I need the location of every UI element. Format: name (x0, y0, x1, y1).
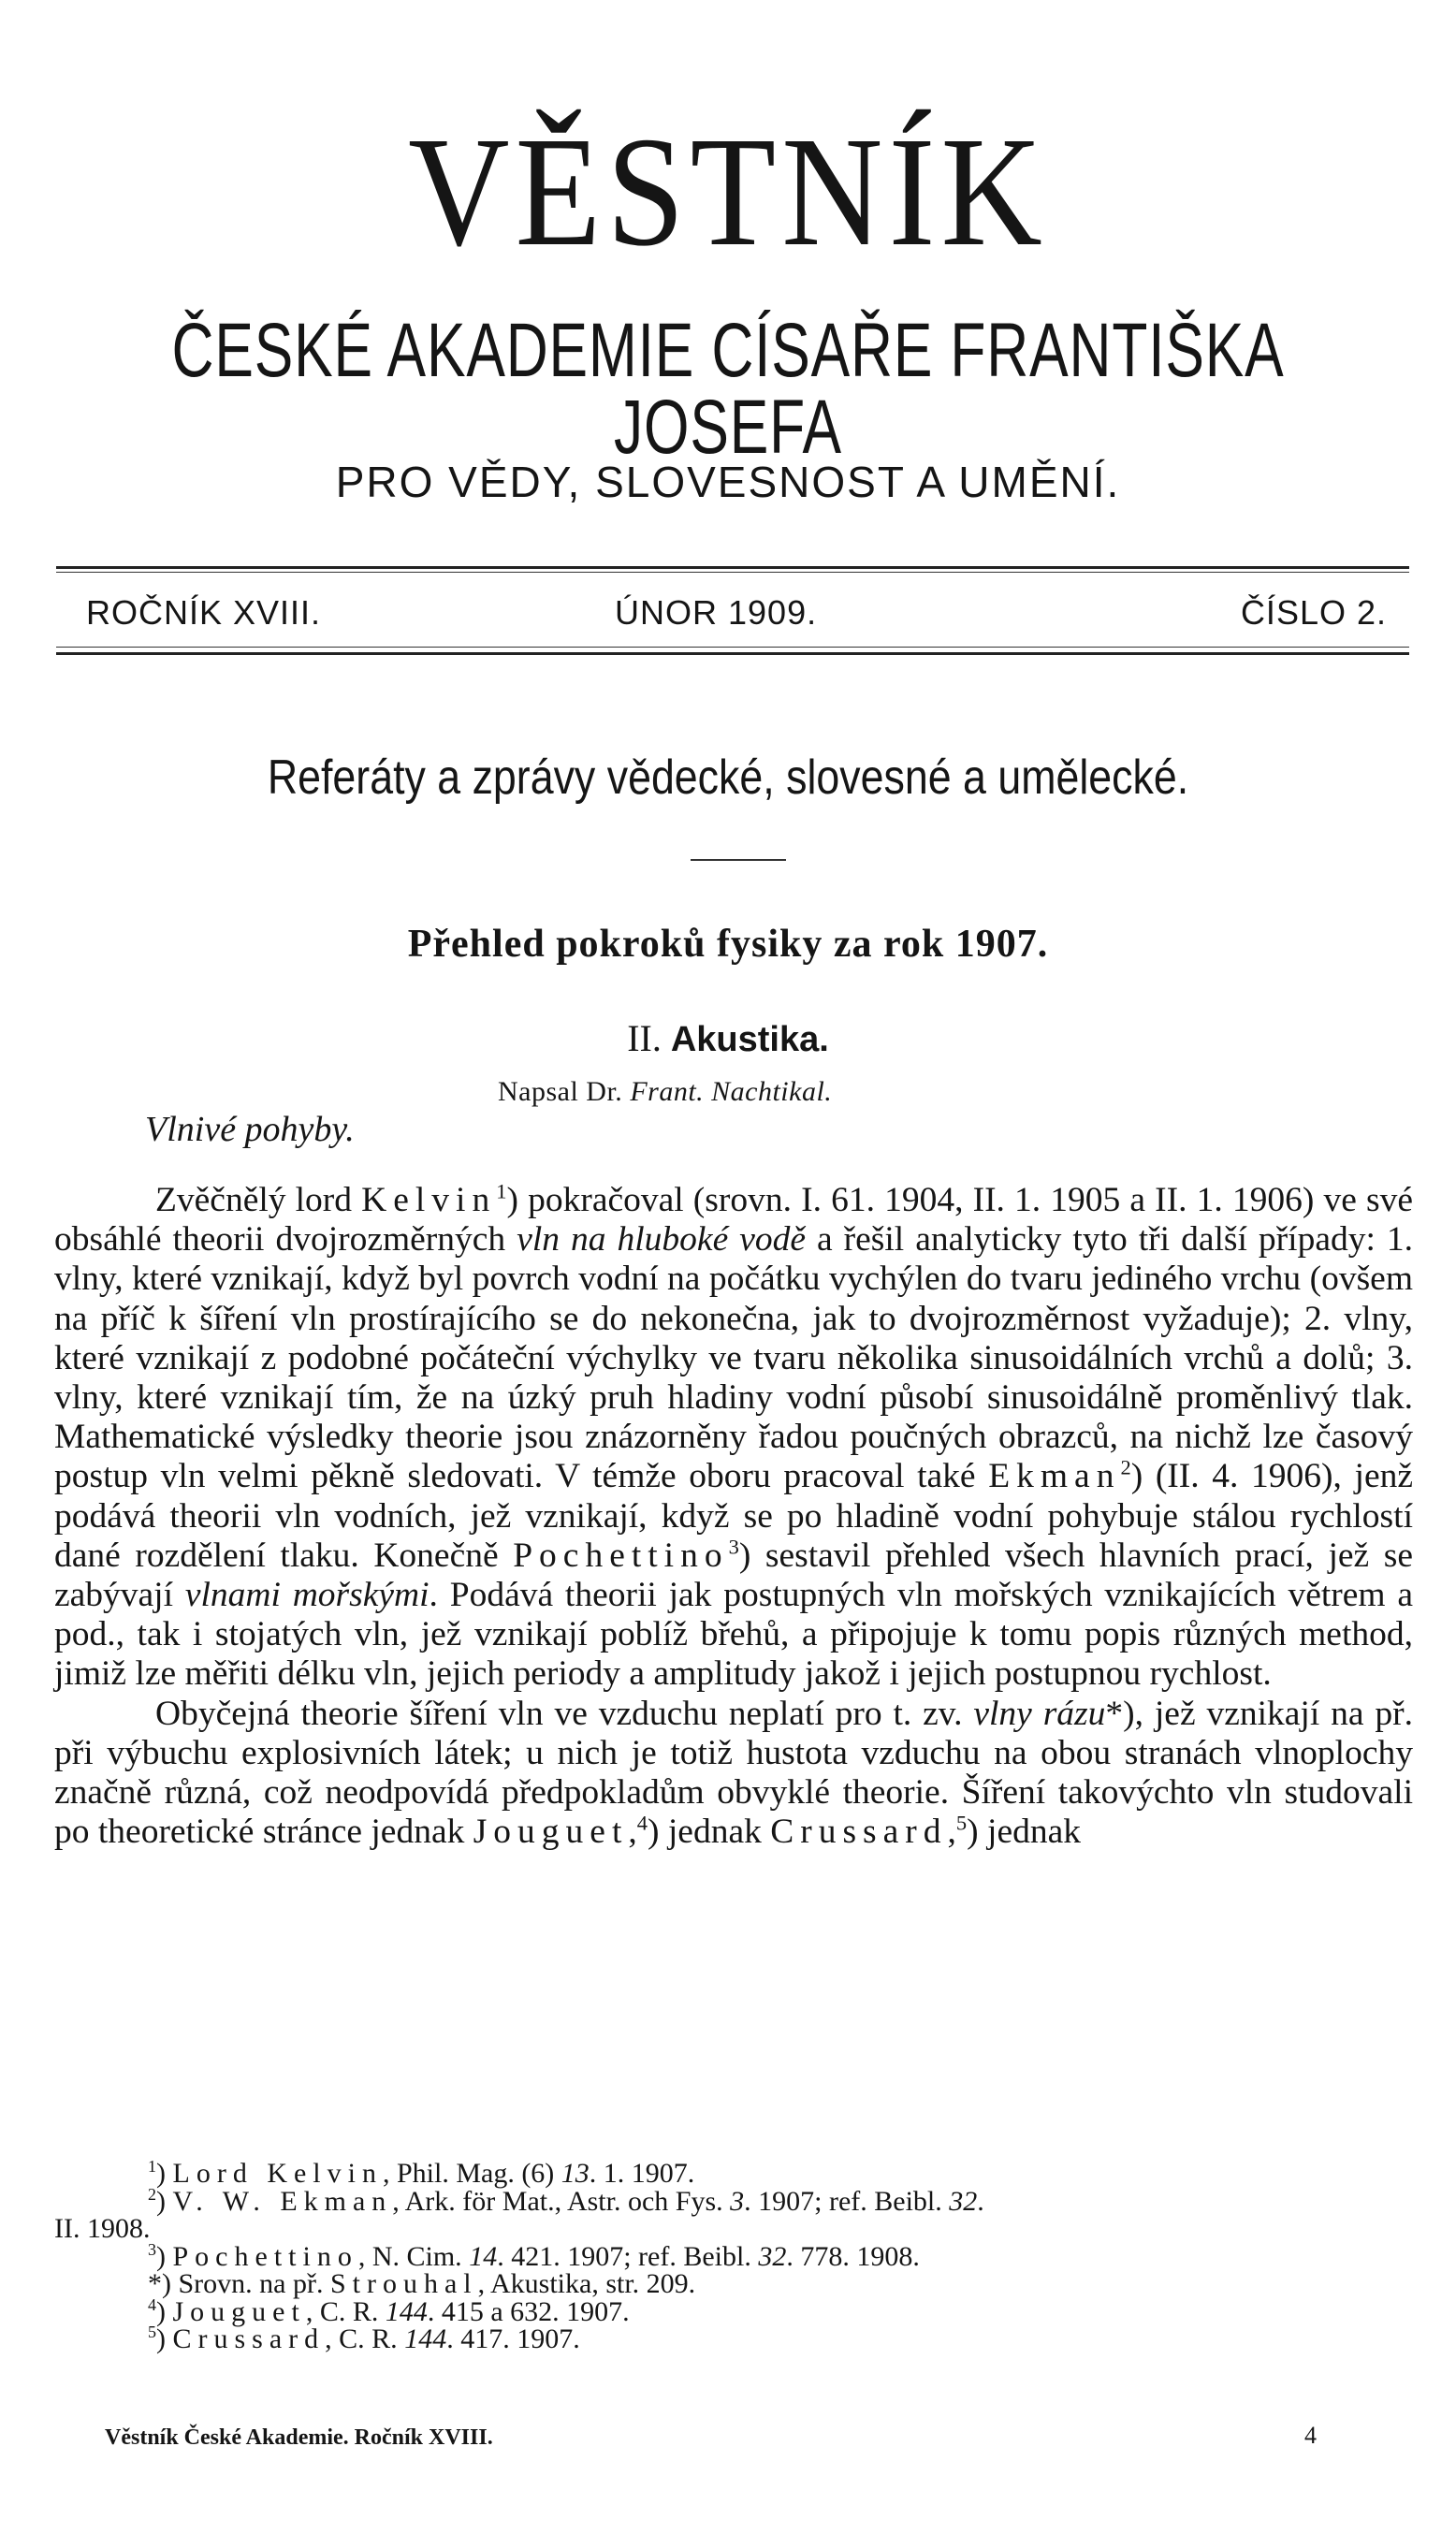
author-name: Frant. Nachtikal. (630, 1076, 833, 1107)
page-footer: Věstník České Akademie. Ročník XVIII. (105, 2425, 493, 2450)
masthead-rule-bottom-thin (56, 647, 1409, 648)
footnotes (54, 2157, 1413, 2354)
footnote-2-continued: II. 1908. (54, 2213, 151, 2244)
subsection-heading: Vlnivé pohyby. (145, 1110, 355, 1149)
section-divider (691, 859, 786, 861)
person-name: Crussard (770, 1813, 948, 1852)
journal-subtitle-2: PRO VĚDY, SLOVESNOST A UMĚNÍ. (335, 458, 1121, 506)
journal-subtitle: ČESKÉ AKADEMIE CÍSAŘE FRANTIŠKA JOSEFA (171, 307, 1285, 471)
footnote-4: $^4$) Jouguet, C. R. 144. 415 a 632. 1907. (148, 2294, 630, 2327)
paragraph-2: Obyčejná theorie šíření vln ve vzduchu neplatí pro t. zv. vlny rázu*), jež vznikají na př. při výbuchu explosivních látek; u nich je totiž hustota vzduchu na obou stranách vlnoplochy značně různá, což neodpovídá předpokladům obvyklé theorie. Šíření takovýchto vln studovali po theoretické stránce jednak Jouguet,$^4$) jednak Crussard,$^5$) jednak (54, 1694, 1414, 1852)
footnote-ref: 2 (1120, 1455, 1131, 1479)
person-name: Pochettino (513, 1536, 729, 1575)
paragraph-1: Zvěčnělý lord Kelvin$^1$) pokračoval (srovn. I. 61. 1904, II. 1. 1905 a II. 1. 1906) ve své obsáhlé theorii dvojrozměrných vln na hluboké vodě a řešil analyticky tyto tři další případy: 1. vlny, které vznikají, když byl povrch vodní na počátku vychýlen do tvaru jediného vrchu (ovšem na příč k šíření vln prostírajícího se do nekonečna, jak to dvojrozměrnost vyžaduje); 2. vlny, které vznikají z podobné počáteční výchylky ve tvaru několika sinusoidálních vrchů a dolů; 3. vlny, které vznikají tím, že na úzký pruh hladiny vodní působí sinusoidálně proměnlivý tlak. Mathematické výsledky theorie jsou znázorněny řadou poučných obrazců, na nichž lze časový postup vln velmi pěkně sledovati. V témže oboru pracoval také Ekman$^2$) (II. 4. 1906), jenž podává theorii vln vodních, jež vznikají, když se po hladině vodní pohybuje stálou rychlostí dané rozdělení tlaku. Konečně Pochettino$^3$) sestavil přehled všech hlavních prací, jež se zabývají vlnami mořskými. Podává theorii jak postupných vln mořských vznikajících větrem a pod., tak i stojatých vln, jež vznikají poblíž břehů, a připojuje k tomu popis různých method, jimiž lze měřiti délku vln, jejich periody a amplitudy jakož i jejich postupnou rychlost. (54, 1179, 1414, 1694)
footnote-star: *) Srovn. na př. Strouhal, Akustika, str. 209. (148, 2268, 696, 2299)
issue-info-row (86, 592, 1387, 634)
article-title: Přehled pokroků fysiky za rok 1907. (407, 923, 1049, 966)
footnote-5: $^5$) Crussard, C. R. 144. 417. 1907. (148, 2323, 580, 2354)
issue-number: ČÍSLO 2. (1240, 593, 1387, 632)
journal-title: VĚSTNÍK (408, 105, 1048, 279)
footnote-3: $^3$) Pochettino, N. Cim. 14. 421. 1907; ref. Beibl. 32. 778. 1908. (148, 2239, 920, 2272)
article-body (54, 1181, 1413, 1852)
section-heading: Referáty a zprávy vědecké, slovesné a umělecké. (267, 750, 1189, 805)
footnote-ref: 1 (496, 1179, 507, 1203)
masthead-rule-top (56, 566, 1409, 569)
masthead-rule-top-thin (56, 572, 1409, 573)
issue-volume: ROČNÍK XVIII. (86, 593, 322, 632)
footnote-ref: 5 (955, 1811, 968, 1835)
issue-date: ÚNOR 1909. (615, 593, 818, 632)
footnote-ref: 3 (728, 1535, 739, 1559)
part-number: II. (627, 1017, 662, 1059)
person-name: Ekman (988, 1457, 1121, 1496)
author-line (498, 1078, 832, 1106)
masthead-rule-bottom (56, 652, 1409, 655)
person-name: Jouguet (473, 1813, 629, 1852)
footnote-ref: 4 (636, 1811, 648, 1835)
person-name: Kelvin (361, 1181, 497, 1219)
part-heading (0, 1017, 1456, 1059)
author-prefix: Napsal Dr. (498, 1076, 623, 1107)
part-title: Akustika. (670, 1020, 829, 1059)
footnote-1: $^1$) Lord Kelvin, Phil. Mag. (6) 13. 1. 1907. (148, 2157, 695, 2189)
page-number: 4 (1304, 2422, 1317, 2449)
footnote-ref: * (1105, 1694, 1124, 1733)
footnote-2: $^2$) V. W. Ekman, Ark. för Mat., Astr. och Fys. 3. 1907; ref. Beibl. 32. (148, 2184, 984, 2217)
